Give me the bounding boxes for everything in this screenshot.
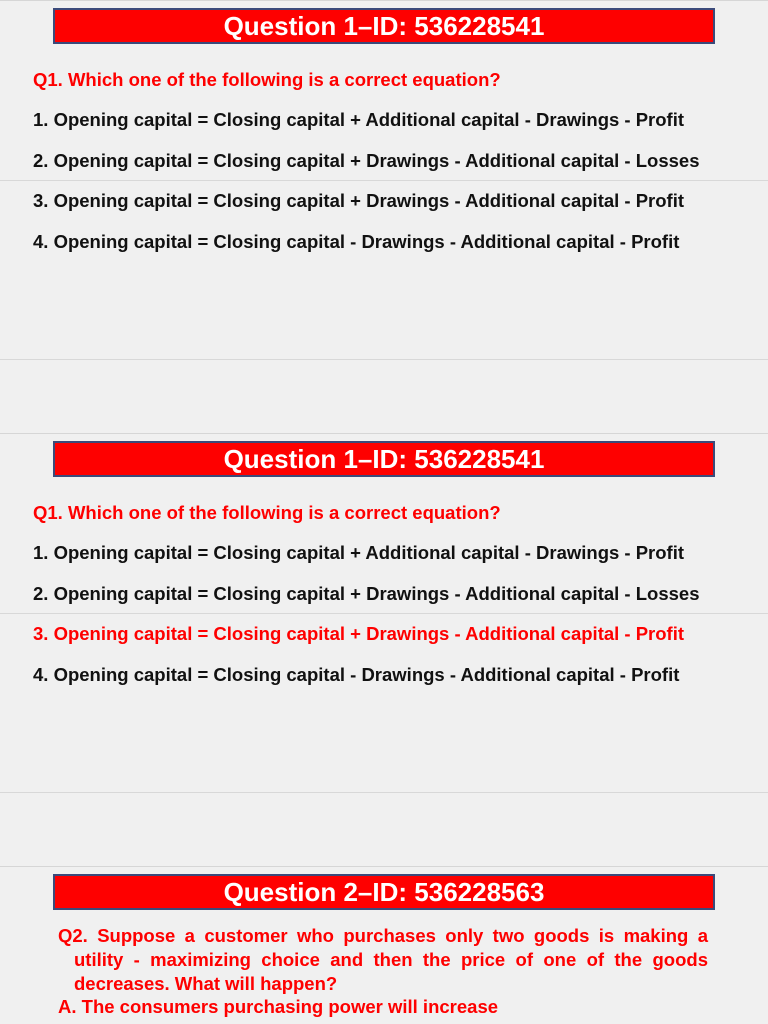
divider <box>0 792 768 793</box>
option-3-correct: 3. Opening capital = Closing capital + Drawings - Additional capital - Profit <box>33 623 685 644</box>
question-header: Question 1–ID: 536228541 <box>53 8 715 44</box>
option-4: 4. Opening capital = Closing capital - Drawings - Additional capital - Profit <box>33 231 680 252</box>
question-text: Q1. Which one of the following is a correct equation? <box>33 69 501 90</box>
option-2: 2. Opening capital = Closing capital + Drawings - Additional capital - Losses <box>33 583 700 604</box>
option-4: 4. Opening capital = Closing capital - Drawings - Additional capital - Profit <box>33 664 680 685</box>
question-text: Q1. Which one of the following is a correct equation? <box>33 502 501 523</box>
option-1: 1. Opening capital = Closing capital + Additional capital - Drawings - Profit <box>33 542 685 563</box>
option-1: 1. Opening capital = Closing capital + Additional capital - Drawings - Profit <box>33 109 685 130</box>
question-header: Question 1–ID: 536228541 <box>53 441 715 477</box>
option-a: A. The consumers purchasing power will increase <box>58 996 499 1017</box>
slide-1 <box>0 0 768 433</box>
divider <box>0 180 768 181</box>
slide-2 <box>0 433 768 866</box>
divider <box>0 613 768 614</box>
slide-3 <box>0 866 768 1024</box>
option-2: 2. Opening capital = Closing capital + Drawings - Additional capital - Losses <box>33 150 700 171</box>
divider <box>0 359 768 360</box>
question-text: Q2. Suppose a customer who purchases only two goods is making a utility - maximizing choice and then the price of one of the goods decreases. What will happen? <box>58 925 708 994</box>
question-header: Question 2–ID: 536228563 <box>53 874 715 910</box>
option-3: 3. Opening capital = Closing capital + Drawings - Additional capital - Profit <box>33 190 685 211</box>
